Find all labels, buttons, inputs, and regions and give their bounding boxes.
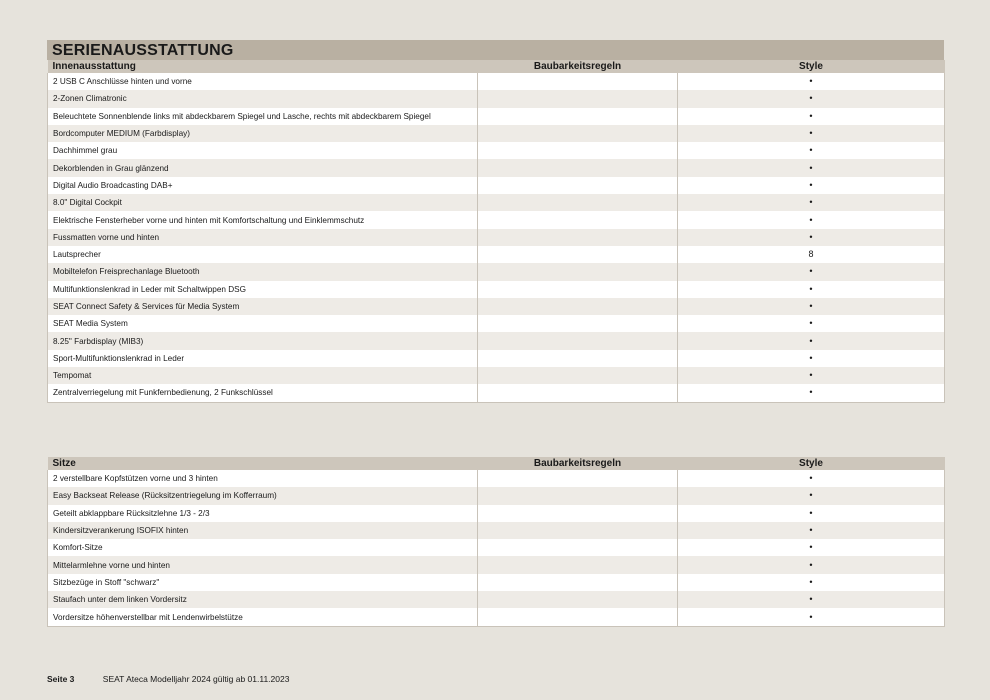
- feature-cell: Mittelarmlehne vorne und hinten: [48, 556, 478, 573]
- sitze-section: [47, 457, 944, 627]
- style-cell: •: [678, 125, 945, 142]
- baubarkeitsregeln-cell: [478, 211, 678, 228]
- baubarkeitsregeln-cell: [478, 229, 678, 246]
- serienausstattung-section: [47, 40, 944, 403]
- baubarkeitsregeln-cell: [478, 470, 678, 487]
- style-cell: •: [678, 263, 945, 280]
- table-header-row: [48, 60, 945, 73]
- baubarkeitsregeln-cell: [478, 142, 678, 159]
- style-cell: •: [678, 608, 945, 626]
- innenausstattung-table: [47, 60, 945, 403]
- table-row: [48, 229, 945, 246]
- table-row: [48, 539, 945, 556]
- style-cell: •: [678, 505, 945, 522]
- table-row: [48, 211, 945, 228]
- feature-cell: Kindersitzverankerung ISOFIX hinten: [48, 522, 478, 539]
- feature-cell: Komfort-Sitze: [48, 539, 478, 556]
- baubarkeitsregeln-cell: [478, 367, 678, 384]
- table-row: [48, 332, 945, 349]
- baubarkeitsregeln-cell: [478, 194, 678, 211]
- feature-cell: Beleuchtete Sonnenblende links mit abdeckbarem Spiegel und Lasche, rechts mit abdeckbarem Spiegel: [48, 108, 478, 125]
- table-row: [48, 298, 945, 315]
- table-row: [48, 591, 945, 608]
- style-cell: •: [678, 332, 945, 349]
- table-row: [48, 367, 945, 384]
- baubarkeitsregeln-cell: [478, 574, 678, 591]
- style-cell: •: [678, 159, 945, 176]
- feature-cell: SEAT Media System: [48, 315, 478, 332]
- feature-cell: Bordcomputer MEDIUM (Farbdisplay): [48, 125, 478, 142]
- baubarkeitsregeln-cell: [478, 298, 678, 315]
- feature-cell: Zentralverriegelung mit Funkfernbedienung, 2 Funkschlüssel: [48, 384, 478, 402]
- style-cell: •: [678, 194, 945, 211]
- style-cell: •: [678, 90, 945, 107]
- feature-cell: Dekorblenden in Grau glänzend: [48, 159, 478, 176]
- baubarkeitsregeln-cell: [478, 591, 678, 608]
- baubarkeitsregeln-cell: [478, 281, 678, 298]
- table-row: [48, 177, 945, 194]
- style-cell: •: [678, 574, 945, 591]
- baubarkeitsregeln-cell: [478, 73, 678, 90]
- column-header-sitze: Sitze: [48, 457, 478, 470]
- table-row: [48, 194, 945, 211]
- style-cell: •: [678, 229, 945, 246]
- feature-cell: Tempomat: [48, 367, 478, 384]
- style-cell: •: [678, 142, 945, 159]
- table-row: [48, 470, 945, 487]
- style-cell: •: [678, 211, 945, 228]
- table-header-row: [48, 457, 945, 470]
- baubarkeitsregeln-cell: [478, 332, 678, 349]
- table-body: [48, 470, 945, 626]
- feature-cell: SEAT Connect Safety & Services für Media System: [48, 298, 478, 315]
- baubarkeitsregeln-cell: [478, 315, 678, 332]
- table-row: [48, 263, 945, 280]
- style-cell: •: [678, 384, 945, 402]
- baubarkeitsregeln-cell: [478, 125, 678, 142]
- style-cell: •: [678, 556, 945, 573]
- style-cell: 8: [678, 246, 945, 263]
- baubarkeitsregeln-cell: [478, 263, 678, 280]
- style-cell: •: [678, 350, 945, 367]
- feature-cell: Easy Backseat Release (Rücksitzentriegelung im Kofferraum): [48, 487, 478, 504]
- sitze-table: [47, 457, 945, 627]
- feature-cell: 8.0" Digital Cockpit: [48, 194, 478, 211]
- feature-cell: Multifunktionslenkrad in Leder mit Schaltwippen DSG: [48, 281, 478, 298]
- baubarkeitsregeln-cell: [478, 556, 678, 573]
- style-cell: •: [678, 315, 945, 332]
- table-row: [48, 505, 945, 522]
- baubarkeitsregeln-cell: [478, 246, 678, 263]
- table-row: [48, 608, 945, 626]
- feature-cell: 2 USB C Anschlüsse hinten und vorne: [48, 73, 478, 90]
- feature-cell: Digital Audio Broadcasting DAB+: [48, 177, 478, 194]
- table-row: [48, 142, 945, 159]
- baubarkeitsregeln-cell: [478, 487, 678, 504]
- style-cell: •: [678, 539, 945, 556]
- table-row: [48, 315, 945, 332]
- table-row: [48, 125, 945, 142]
- feature-cell: Sitzbezüge in Stoff "schwarz": [48, 574, 478, 591]
- page-number: Seite 3: [47, 674, 75, 684]
- feature-cell: Mobiltelefon Freisprechanlage Bluetooth: [48, 263, 478, 280]
- style-cell: •: [678, 470, 945, 487]
- baubarkeitsregeln-cell: [478, 539, 678, 556]
- baubarkeitsregeln-cell: [478, 159, 678, 176]
- style-cell: •: [678, 281, 945, 298]
- table-row: [48, 487, 945, 504]
- column-header-style: Style: [678, 60, 945, 73]
- feature-cell: Dachhimmel grau: [48, 142, 478, 159]
- feature-cell: 8.25" Farbdisplay (MIB3): [48, 332, 478, 349]
- feature-cell: Lautsprecher: [48, 246, 478, 263]
- table-row: [48, 90, 945, 107]
- table-row: [48, 350, 945, 367]
- baubarkeitsregeln-cell: [478, 350, 678, 367]
- table-body: [48, 73, 945, 402]
- table-row: [48, 281, 945, 298]
- feature-cell: Sport-Multifunktionslenkrad in Leder: [48, 350, 478, 367]
- table-row: [48, 574, 945, 591]
- style-cell: •: [678, 522, 945, 539]
- baubarkeitsregeln-cell: [478, 505, 678, 522]
- feature-cell: Staufach unter dem linken Vordersitz: [48, 591, 478, 608]
- style-cell: •: [678, 367, 945, 384]
- table-row: [48, 556, 945, 573]
- table-row: [48, 246, 945, 263]
- table-row: [48, 159, 945, 176]
- baubarkeitsregeln-cell: [478, 177, 678, 194]
- table-row: [48, 522, 945, 539]
- table-row: [48, 73, 945, 90]
- footer-text: SEAT Ateca Modelljahr 2024 gültig ab 01.11.2023: [102, 674, 290, 684]
- feature-cell: 2 verstellbare Kopfstützen vorne und 3 hinten: [48, 470, 478, 487]
- style-cell: •: [678, 108, 945, 125]
- feature-cell: Elektrische Fensterheber vorne und hinten mit Komfortschaltung und Einklemmschutz: [48, 211, 478, 228]
- section-title: SERIENAUSSTATTUNG: [47, 40, 944, 60]
- baubarkeitsregeln-cell: [478, 90, 678, 107]
- page-footer: [47, 674, 289, 684]
- style-cell: •: [678, 177, 945, 194]
- baubarkeitsregeln-cell: [478, 522, 678, 539]
- column-header-baubarkeitsregeln: Baubarkeitsregeln: [478, 60, 678, 73]
- style-cell: •: [678, 487, 945, 504]
- column-header-innenausstattung: Innenausstattung: [48, 60, 478, 73]
- style-cell: •: [678, 298, 945, 315]
- column-header-style: Style: [678, 457, 945, 470]
- baubarkeitsregeln-cell: [478, 108, 678, 125]
- style-cell: •: [678, 591, 945, 608]
- baubarkeitsregeln-cell: [478, 608, 678, 626]
- style-cell: •: [678, 73, 945, 90]
- table-row: [48, 108, 945, 125]
- feature-cell: Fussmatten vorne und hinten: [48, 229, 478, 246]
- baubarkeitsregeln-cell: [478, 384, 678, 402]
- table-row: [48, 384, 945, 402]
- feature-cell: Geteilt abklappbare Rücksitzlehne 1/3 - 2/3: [48, 505, 478, 522]
- feature-cell: Vordersitze höhenverstellbar mit Lendenwirbelstütze: [48, 608, 478, 626]
- feature-cell: 2-Zonen Climatronic: [48, 90, 478, 107]
- column-header-baubarkeitsregeln: Baubarkeitsregeln: [478, 457, 678, 470]
